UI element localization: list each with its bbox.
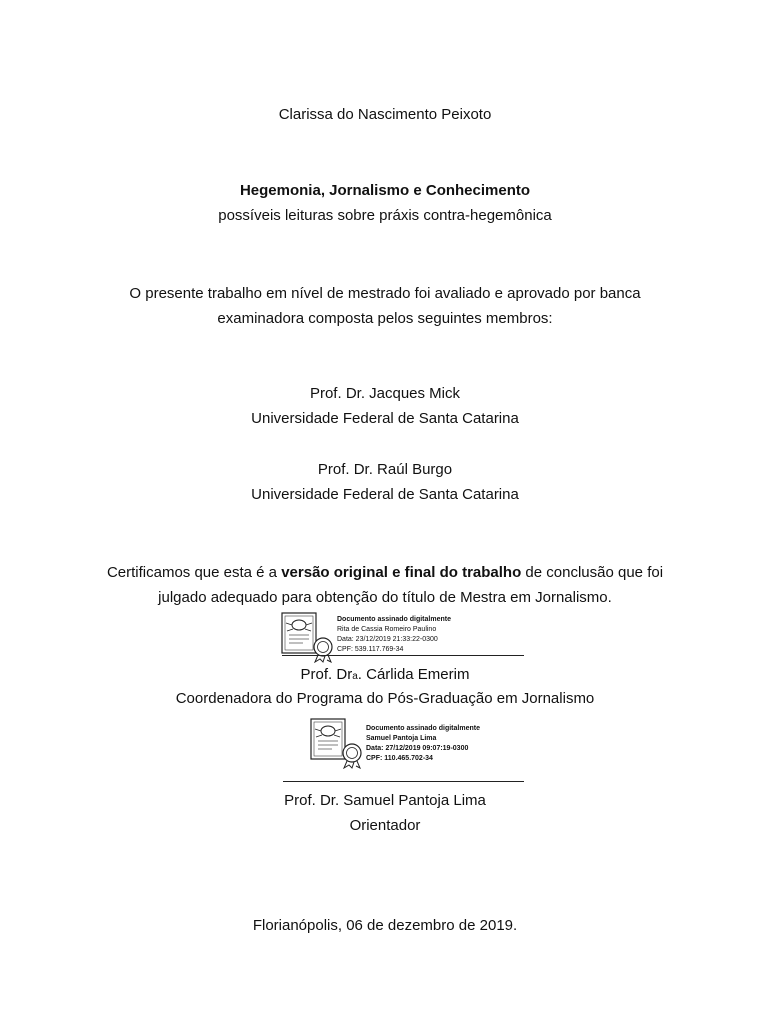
- committee-member-name: Prof. Dr. Raúl Burgo: [317, 461, 453, 478]
- thesis-subtitle: possíveis leituras sobre práxis contra-hegemônica: [218, 207, 552, 224]
- place-and-date: Florianópolis, 06 de dezembro de 2019.: [252, 917, 518, 934]
- signer-role: Coordenadora do Programa do Pós-Graduação em Jornalismo: [175, 690, 595, 707]
- approval-statement-line2: examinadora composta pelos seguintes membros:: [217, 310, 553, 327]
- signer-name: Prof. Dra. Cárlida Emerim: [300, 666, 470, 683]
- signature-line: [283, 781, 524, 782]
- certification-line1: Certificamos que esta é a versão original e final do trabalho de conclusão que foi: [106, 564, 664, 581]
- author-name: Clarissa do Nascimento Peixoto: [278, 106, 492, 123]
- thesis-title: Hegemonia, Jornalismo e Conhecimento: [239, 182, 531, 199]
- digital-signature-stamp: Documento assinado digitalmente Samuel Pantoja Lima Data: 27/12/2019 09:07:19-0300 CPF: 110.465.702-34: [366, 725, 480, 762]
- signer-role: Orientador: [349, 817, 421, 834]
- committee-member-institution: Universidade Federal de Santa Catarina: [251, 410, 519, 427]
- digital-signature-seal-icon: [310, 717, 368, 769]
- approval-statement-line1: O presente trabalho em nível de mestrado foi avaliado e aprovado por banca: [129, 285, 641, 302]
- committee-member-institution: Universidade Federal de Santa Catarina: [251, 486, 519, 503]
- certification-line2: julgado adequado para obtenção do título de Mestra em Jornalismo.: [158, 589, 612, 606]
- signature-line: [282, 655, 524, 656]
- digital-signature-stamp: Documento assinado digitalmente Rita de Cassia Romeiro Paulino Data: 23/12/2019 21:33:22-0300 CPF: 539.117.769-34: [337, 616, 451, 653]
- committee-member-name: Prof. Dr. Jacques Mick: [309, 385, 461, 402]
- certification-emphasis: versão original e final do trabalho: [281, 564, 522, 581]
- signer-name: Prof. Dr. Samuel Pantoja Lima: [284, 792, 486, 809]
